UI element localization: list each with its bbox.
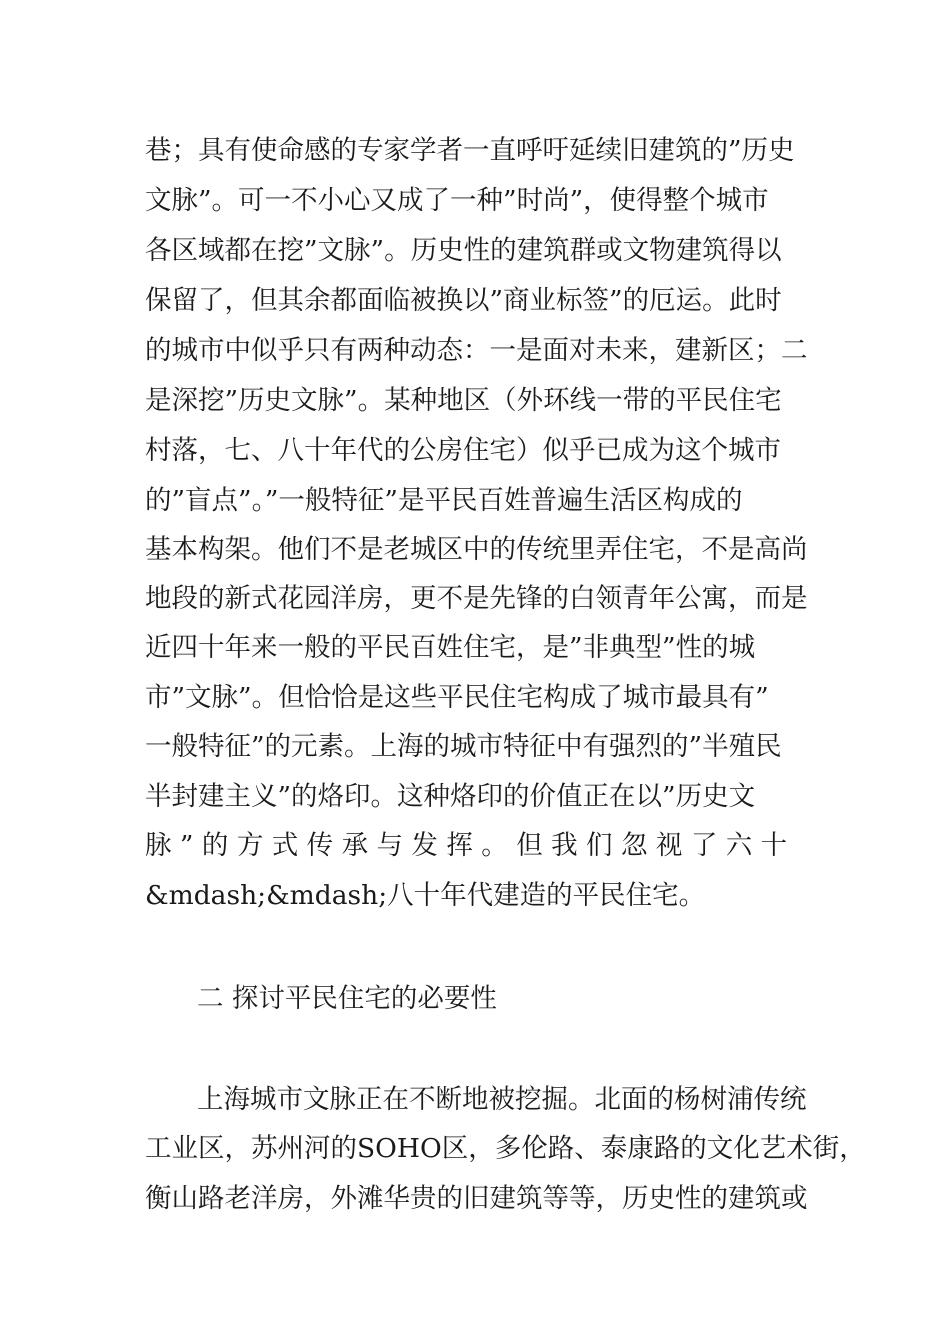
body-text-line: 文脉”。可一不小心又成了一种”时尚”，使得整个城市 (145, 185, 769, 216)
body-text-line: 的城市中似乎只有两种动态：一是面对未来，建新区；二 (145, 335, 808, 366)
body-text-line: 市”文脉”。但恰恰是这些平民住宅构成了城市最具有” (145, 682, 769, 713)
body-text-line: 衡山路老洋房，外滩华贵的旧建筑等等，历史性的建筑或 (145, 1183, 808, 1214)
body-text-line: &mdash;&mdash;八十年代建造的平民住宅。 (145, 880, 706, 911)
body-text-line: 保留了，但其余都面临被换以”商业标签”的厄运。此时 (145, 285, 782, 316)
body-text-line: 的”盲点”。”一般特征”是平民百姓普遍生活区构成的 (145, 485, 743, 516)
body-text-line: 半封建主义”的烙印。这种烙印的价值正在以”历史文 (145, 781, 756, 812)
body-text-line: 上海城市文脉正在不断地被挖掘。北面的杨树浦传统 (197, 1084, 807, 1115)
body-text-line: 一般特征”的元素。上海的城市特征中有强烈的”半殖民 (145, 731, 782, 762)
body-text-line: 各区域都在挖”文脉”。历史性的建筑群或文物建筑得以 (145, 235, 782, 266)
body-text-line: 近四十年来一般的平民百姓住宅，是”非典型”性的城 (145, 632, 756, 663)
body-text-line: 工业区，苏州河的SOHO区，多伦路、泰康路的文化艺术街， (145, 1133, 866, 1164)
body-text-line: 地段的新式花园洋房，更不是先锋的白领青年公寓，而是 (145, 583, 808, 614)
body-text-line: 是深挖”历史文脉”。某种地区（外环线一带的平民住宅 (145, 385, 782, 416)
body-text-line: 基本构架。他们不是老城区中的传统里弄住宅，不是高尚 (145, 534, 808, 565)
body-text-line: 村落，七、八十年代的公房住宅）似乎已成为这个城市 (145, 435, 781, 466)
body-text-line: 脉 ” 的 方 式 传 承 与 发 挥 。 但 我 们 忽 视 了 六 十 (145, 830, 788, 861)
section-heading: 二 探讨平民住宅的必要性 (197, 983, 497, 1014)
body-text-line: 巷；具有使命感的专家学者一直呼吁延续旧建筑的”历史 (145, 135, 795, 166)
